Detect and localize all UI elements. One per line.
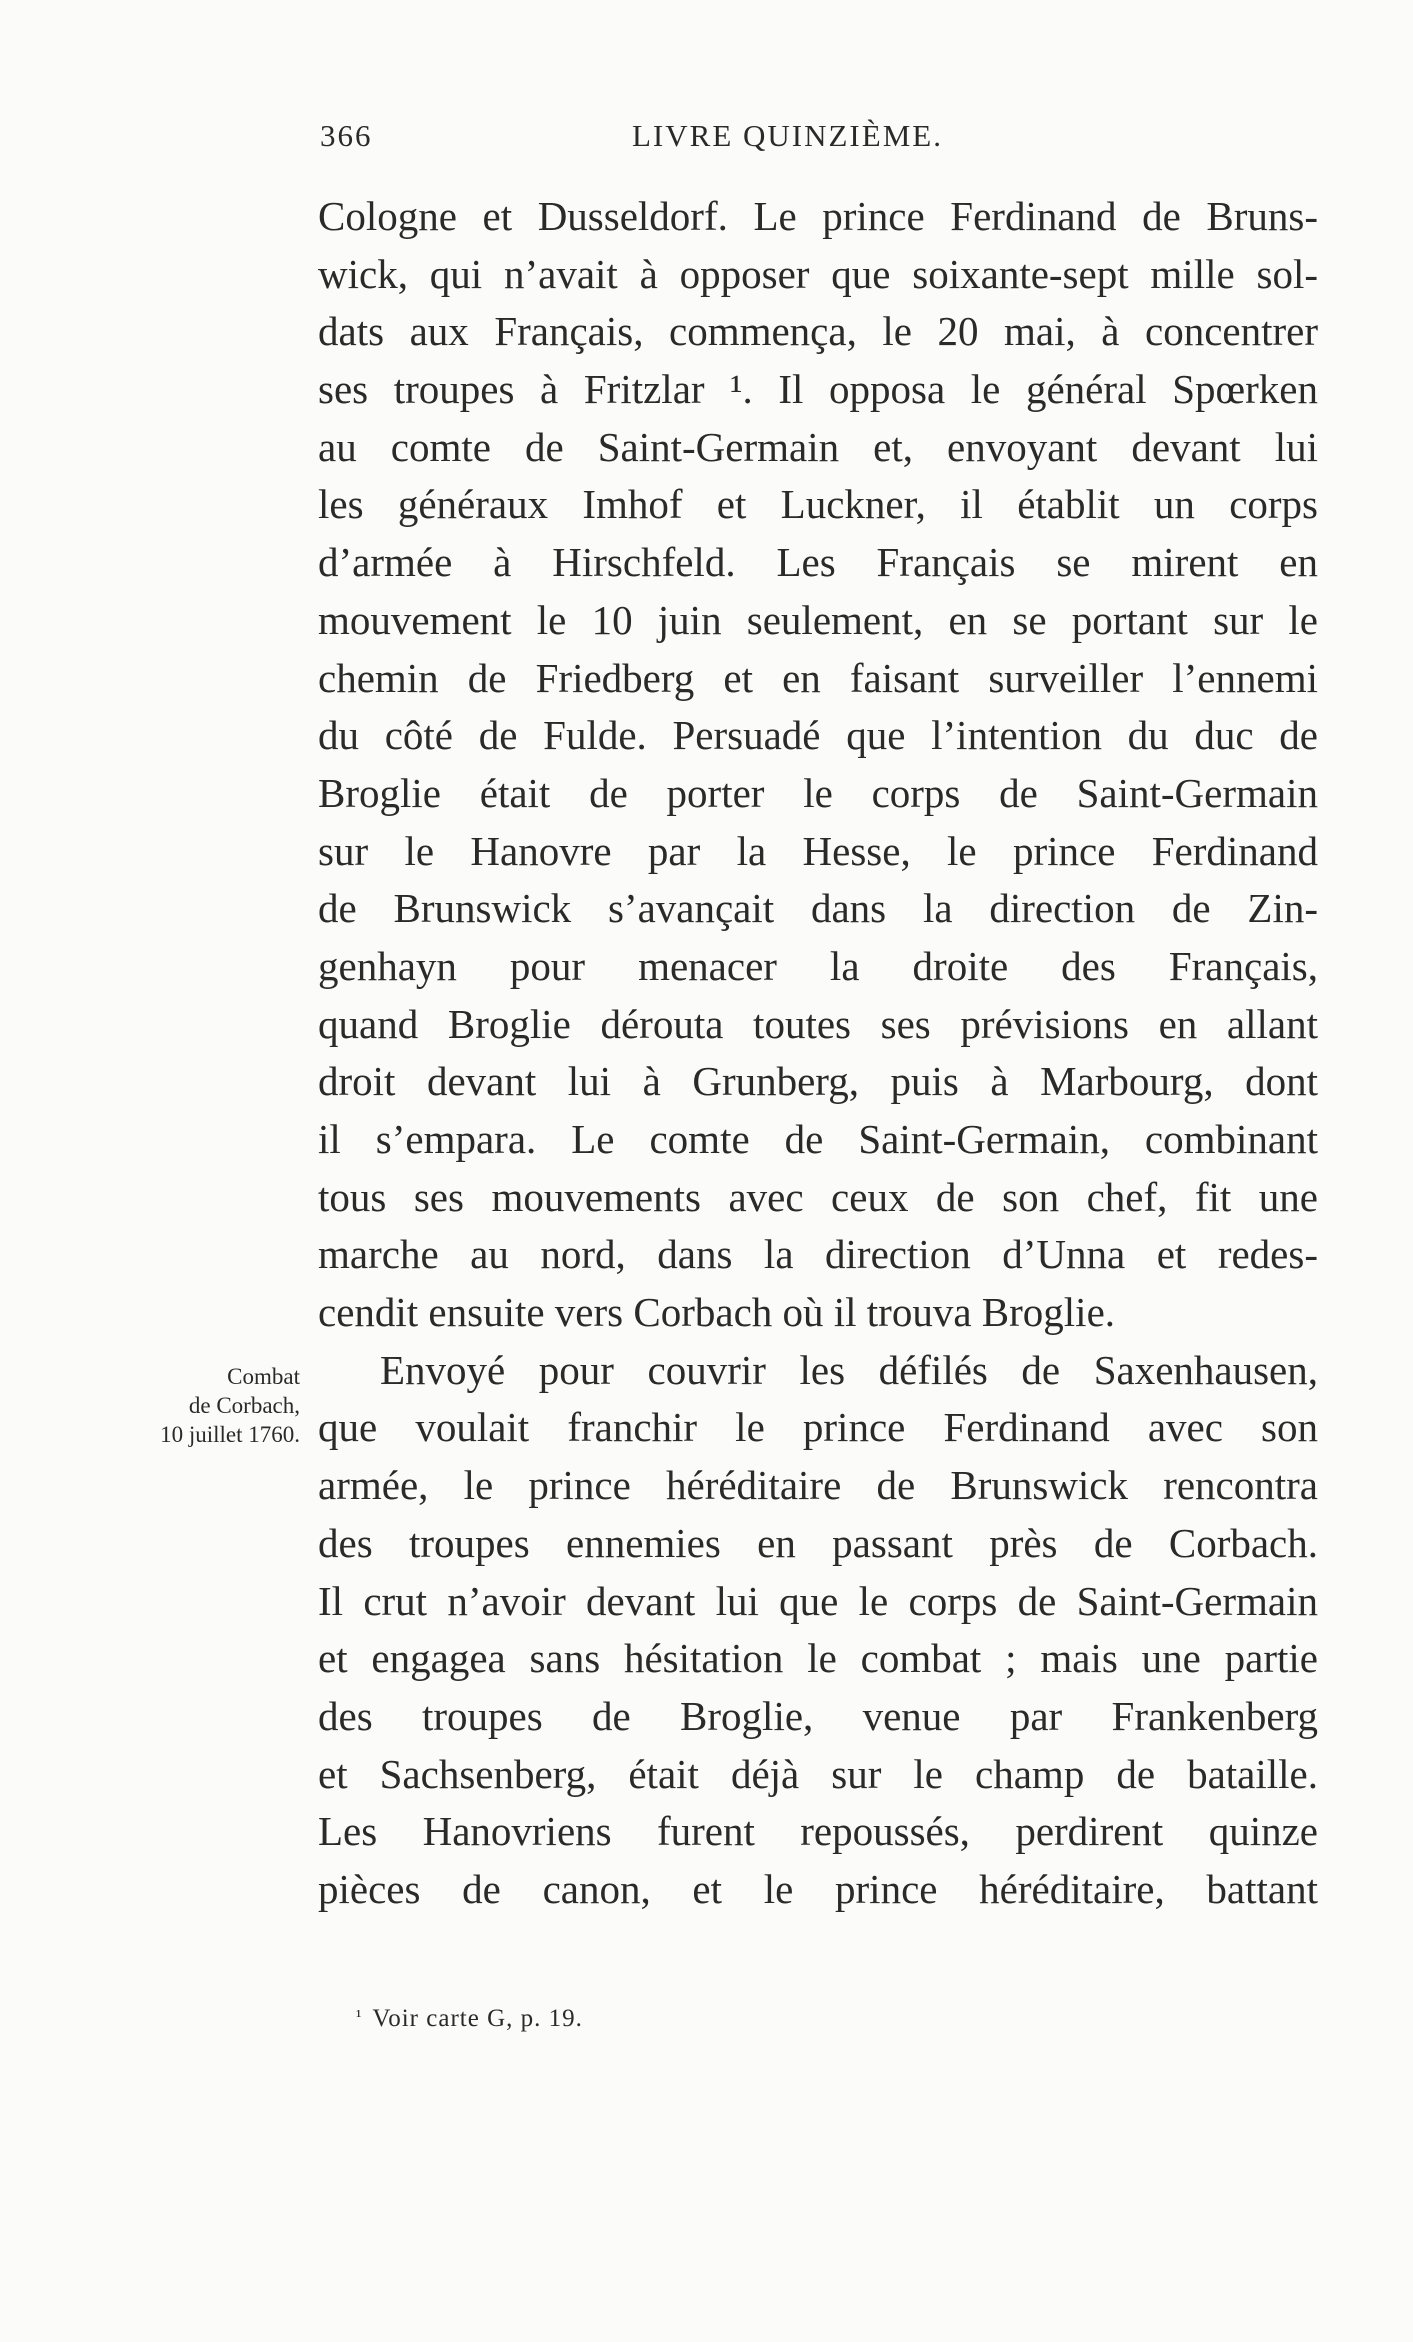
paragraph-end-line: cendit ensuite vers Corbach où il trouva Broglie. — [318, 1289, 1116, 1336]
text-line: Broglie était de porter le corps de Saint-Germain — [318, 769, 1318, 816]
text-line: d’armée à Hirschfeld. Les Français se mirent en — [318, 539, 1318, 586]
footnote-text: Voir carte G, p. 19. — [372, 2005, 583, 2032]
text-line: wick, qui n’avait à opposer que soixante-sept mille sol- — [318, 250, 1318, 297]
text-line: du côté de Fulde. Persuadé que l’intention du duc de — [318, 712, 1318, 759]
page-number: 366 — [320, 118, 373, 153]
text-line: Les Hanovriens furent repoussés, perdirent quinze — [318, 1808, 1318, 1855]
text-line: pièces de canon, et le prince héréditaire, battant — [318, 1865, 1318, 1912]
paragraph-start-line: Envoyé pour couvrir les défilés de Saxenhausen, — [380, 1346, 1318, 1393]
footnote-mark: ¹ — [356, 2006, 363, 2026]
marginal-note — [100, 1362, 300, 1449]
text-line: marche au nord, dans la direction d’Unna et redes- — [318, 1231, 1318, 1278]
text-line: Il crut n’avoir devant lui que le corps de Saint-Germain — [318, 1577, 1318, 1624]
text-line: Cologne et Dusseldorf. Le prince Ferdinand de Bruns- — [318, 193, 1318, 239]
marginal-note-line: de Corbach, — [188, 1393, 300, 1418]
text-line: droit devant lui à Grunberg, puis à Marbourg, dont — [318, 1058, 1318, 1105]
text-line: tous ses mouvements avec ceux de son chef, fit une — [318, 1173, 1318, 1220]
running-title: LIVRE QUINZIÈME. — [632, 118, 943, 153]
text-line: des troupes ennemies en passant près de Corbach. — [318, 1519, 1318, 1566]
text-line: et Sachsenberg, était déjà sur le champ de bataille. — [318, 1750, 1318, 1797]
marginal-note-line: Combat — [227, 1364, 300, 1389]
text-line: ses troupes à Fritzlar ¹. Il opposa le général Spœrken — [318, 366, 1318, 413]
footnote — [356, 2005, 583, 2033]
body-text — [318, 188, 1318, 1919]
running-head — [320, 118, 1320, 166]
text-line: et engagea sans hésitation le combat ; mais une partie — [318, 1635, 1318, 1682]
text-line: genhayn pour menacer la droite des Français, — [318, 942, 1318, 989]
text-line: quand Broglie dérouta toutes ses prévisions en allant — [318, 1000, 1318, 1047]
text-line: que voulait franchir le prince Ferdinand avec son — [318, 1404, 1318, 1451]
text-line: dats aux Français, commença, le 20 mai, à concentrer — [318, 308, 1318, 355]
text-line: de Brunswick s’avançait dans la direction de Zin- — [318, 885, 1318, 932]
text-line: il s’empara. Le comte de Saint-Germain, combinant — [318, 1116, 1318, 1162]
text-line: armée, le prince héréditaire de Brunswick rencontra — [318, 1462, 1318, 1509]
text-line: chemin de Friedberg et en faisant surveiller l’ennemi — [318, 654, 1318, 701]
text-line: sur le Hanovre par la Hesse, le prince Ferdinand — [318, 827, 1318, 874]
text-line: les généraux Imhof et Luckner, il établit un corps — [318, 481, 1318, 528]
text-line: mouvement le 10 juin seulement, en se portant sur le — [318, 596, 1318, 643]
text-line: au comte de Saint-Germain et, envoyant devant lui — [318, 423, 1318, 470]
text-line: des troupes de Broglie, venue par Frankenberg — [318, 1692, 1318, 1739]
marginal-note-line: 10 juillet 1760. — [160, 1422, 300, 1447]
